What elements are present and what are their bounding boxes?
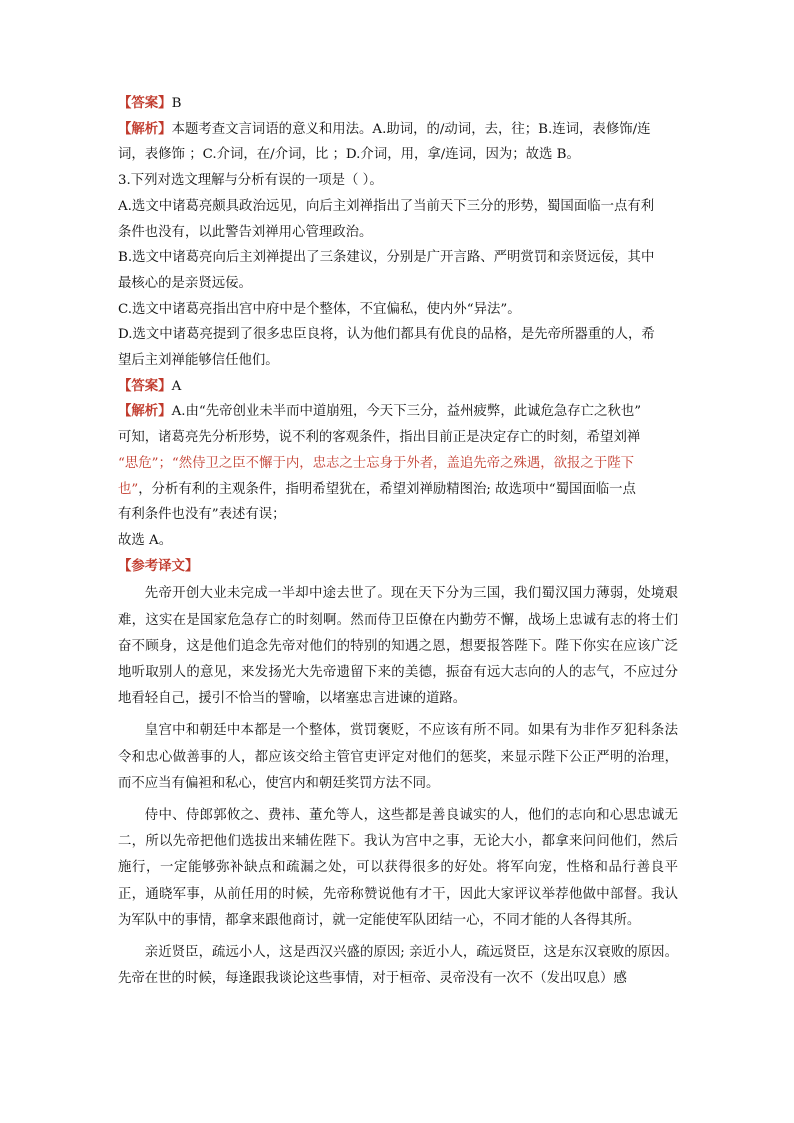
- analysis-text: A.由“先帝创业未半而中道崩殂，今天下三分，益州疲弊，此诚危急存亡之秋也”: [171, 404, 642, 420]
- analysis-line-q3-5: 有利条件也没有”表述有误；: [118, 507, 286, 523]
- answer-value: A: [171, 378, 182, 394]
- answer-line-q3: [118, 374, 678, 400]
- analysis-text: 本题考查文言词语的意义和用法。A.助词，的/动词，去，往；B.连词，表修饰/连: [171, 121, 651, 137]
- analysis-line-q3-2: 可知，诸葛亮先分析形势，说不利的客观条件，指出目前正是决定存亡的时刻，希望刘禅: [118, 430, 641, 446]
- analysis-line-q3-3-quote: “思危”；“然侍卫之臣不懈于内，忠志之士忘身于外者，盖追先帝之殊遇，欲报之于陛下: [118, 455, 634, 471]
- translation-paragraph-4: 亲近贤臣，疏远小人，这是西汉兴盛的原因; 亲近小人，疏远贤臣，这是东汉衰败的原因。先帝在世的时候，每逢跟我谈论这些事情，对于桓帝、灵帝没有一次不（发出叹息）感: [118, 945, 678, 987]
- option-d-line-1: D.选文中诸葛亮提到了很多忠臣良将，认为他们都具有优良的品格，是先帝所器重的人，希: [118, 327, 655, 343]
- option-a-line-1: A.选文中诸葛亮颇具政治远见，向后主刘禅指出了当前天下三分的形势，蜀国面临一点有利: [118, 198, 655, 214]
- answer-value: B: [171, 96, 182, 111]
- analysis-tag: 【解析】: [118, 120, 172, 137]
- translation-paragraph-1: 先帝开创大业未完成一半却中途去世了。现在天下分为三国，我们蜀汉国力薄弱，处境艰难，这实在是国家危急存亡的时刻啊。然而侍卫臣僚在内勤劳不懈，战场上忠诚有志的将士们奋不顾身，这是他们追念先帝对他们的特别的知遇之恩，想要报答陛下。陛下你实在应该广泛地听取别人的意见，来发扬光大先帝遗留下来的美德，振奋有远大志向的人的志气，不应过分地看轻自己，援引不恰当的譬喻，以堵塞忠言进谏的道路。: [118, 586, 678, 707]
- answer-tag: 【答案】: [118, 377, 172, 394]
- option-c: C.选文中诸葛亮指出宫中府中是个整体，不宜偏私，使内外“异法”。: [118, 301, 521, 317]
- analysis-line-q3-6: 故选 A。: [118, 532, 173, 548]
- translation-tag: 【参考译文】: [118, 557, 199, 574]
- analysis-tag: 【解析】: [118, 403, 172, 420]
- question-3-stem: 3.下列对选文理解与分析有误的一项是（ ）。: [118, 173, 383, 189]
- option-d-line-2: 望后主刘禅能够信任他们。: [118, 353, 279, 369]
- translation-paragraph-3: 侍中、侍郎郭攸之、费祎、董允等人，这些都是善良诚实的人，他们的志向和心思忠诚无二，所以先帝把他们选拔出来辅佐陛下。我认为宫中之事，无论大小，都拿来问问他们，然后施行，一定能够弥补缺点和疏漏之处，可以获得很多的好处。将军向宠，性格和品行善良平正，通晓军事，从前任用的时候，先帝称赞说他有才干，因此大家评议举荐他做中部督。我认为军队中的事情，都拿来跟他商讨，就一定能使军队团结一心，不同才能的人各得其所。: [118, 807, 678, 928]
- translation-header: [118, 554, 678, 580]
- document-content: [118, 91, 678, 992]
- quote-end: 也”: [118, 481, 139, 497]
- analysis-line-q2-2: 词，表修饰 ；C.介词，在/介词，比 ；D.介词，用，拿/连词，因为；故选 B。: [118, 147, 580, 163]
- translation-body: [118, 581, 678, 992]
- option-a-line-2: 条件也没有，以此警告刘禅用心管理政治。: [118, 224, 373, 240]
- answer-line-q2: [118, 91, 678, 117]
- option-b-line-2: 最核心的是亲贤远佞。: [118, 275, 252, 291]
- answer-tag: 【答案】: [118, 95, 172, 111]
- option-b-line-1: B.选文中诸葛亮向后主刘禅提出了三条建议，分别是广开言路、严明赏罚和亲贤远佞，其中: [118, 250, 655, 266]
- analysis-line-q3-4: [118, 477, 678, 503]
- analysis-line-q2-1: [118, 117, 678, 143]
- analysis-text: ，分析有利的主观条件，指明希望犹在，希望刘禅励精图治; 故选项中“蜀国面临一点: [138, 481, 636, 497]
- analysis-line-q3-1: [118, 399, 678, 425]
- translation-paragraph-2: 皇宫中和朝廷中本都是一个整体，赏罚褒贬，不应该有所不同。如果有为非作歹犯科条法令和忠心做善事的人，都应该交给主管官吏评定对他们的惩奖，来显示陛下公正严明的治理，而不应当有偏袒和私心，使宫内和朝廷奖罚方法不同。: [118, 723, 678, 791]
